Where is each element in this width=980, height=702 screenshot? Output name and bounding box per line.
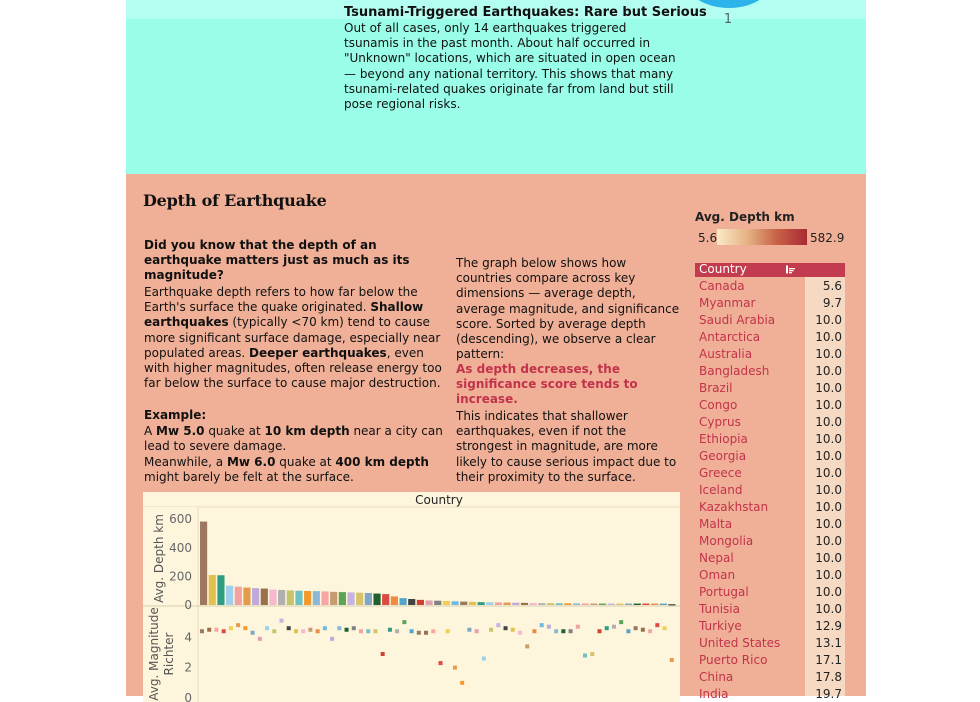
depth-bar[interactable] (452, 601, 459, 605)
depth-bar[interactable] (330, 592, 337, 605)
depth-bar[interactable] (521, 603, 528, 605)
depth-axis-tick: 200 (169, 569, 192, 584)
depth-bar[interactable] (295, 591, 302, 605)
magnitude-point[interactable] (504, 626, 508, 630)
table-row-country[interactable]: Canada (699, 279, 745, 293)
example-magnitude: Mw 5.0 (156, 424, 205, 438)
depth-bar[interactable] (582, 603, 589, 605)
depth-bar[interactable] (443, 601, 450, 605)
magnitude-point[interactable] (207, 628, 211, 632)
graph-description: The graph below shows how countries compare across key dimensions — average depth, average magnitude, and significance score. Sorted by average depth (descending), we observe a clear pattern: (456, 256, 680, 362)
magnitude-point[interactable] (453, 666, 457, 670)
magnitude-point[interactable] (345, 628, 349, 632)
country-column-header[interactable]: Country (699, 262, 747, 276)
chart-header-band (143, 492, 680, 507)
depth-bar[interactable] (365, 593, 372, 605)
depth-bar[interactable] (399, 598, 406, 605)
depth-bar[interactable] (287, 590, 294, 605)
table-row-value: 5.6 (822, 279, 842, 293)
magnitude-point[interactable] (641, 628, 645, 632)
tsunami-description: Out of all cases, only 14 earthquakes triggered tsunamis in the past month. About half occurred in "Unknown" locations, which are situated in open ocean — beyond any national territory. This shows that many tsunami-related quakes originate far from land but still pose regional risks. (344, 21, 676, 112)
deeper-earthquakes-label: Deeper earthquakes (249, 345, 387, 360)
table-row-country[interactable]: Congo (699, 398, 738, 412)
table-row-country[interactable]: Antarctica (699, 330, 761, 344)
depth-bar[interactable] (651, 604, 658, 605)
magnitude-point[interactable] (410, 629, 414, 633)
tsunami-circle-count: 1 (723, 12, 733, 27)
magnitude-axis-tick: 4 (184, 630, 192, 645)
magnitude-point[interactable] (395, 629, 399, 633)
magnitude-point[interactable] (598, 629, 602, 633)
table-row-country[interactable]: Portugal (699, 585, 749, 599)
table-row-country[interactable]: Mongolia (699, 534, 754, 548)
magnitude-point[interactable] (402, 620, 406, 624)
example-shallow (144, 424, 444, 454)
magnitude-point[interactable] (648, 629, 652, 633)
table-row-country[interactable]: Nepal (699, 551, 734, 565)
depth-bar[interactable] (504, 603, 511, 605)
table-row-country[interactable]: Ethiopia (699, 432, 748, 446)
legend-title: Avg. Depth km (695, 210, 795, 224)
magnitude-point[interactable] (467, 628, 471, 632)
legend-max: 582.9 (810, 231, 845, 245)
magnitude-point[interactable] (554, 629, 558, 633)
depth-bar[interactable] (590, 604, 597, 605)
magnitude-point[interactable] (431, 629, 435, 633)
table-row-country[interactable]: India (699, 687, 729, 701)
depth-bar[interactable] (425, 600, 432, 605)
magnitude-point[interactable] (243, 626, 247, 630)
magnitude-point[interactable] (612, 625, 616, 629)
example-text: quake at (275, 455, 336, 469)
depth-bar[interactable] (373, 594, 380, 605)
table-row-value: 10.0 (815, 602, 842, 616)
depth-bar[interactable] (660, 604, 667, 605)
magnitude-point[interactable] (460, 681, 464, 685)
magnitude-point[interactable] (439, 661, 443, 665)
table-row-value: 10.0 (815, 381, 842, 395)
table-row-value: 10.0 (815, 500, 842, 514)
depth-axis-tick: 600 (169, 512, 192, 527)
table-row-country[interactable]: Australia (699, 347, 753, 361)
chart-column-header: Country (415, 493, 463, 507)
depth-axis-tick: 0 (184, 598, 192, 612)
example-text: might barely be felt at the surface. (144, 470, 354, 485)
magnitude-point[interactable] (482, 657, 486, 661)
graph-key-insight: As depth decreases, the significance score tends to increase. (456, 362, 638, 407)
magnitude-point[interactable] (655, 623, 659, 627)
table-row-value: 13.1 (815, 636, 842, 650)
depth-bar[interactable] (668, 604, 675, 605)
depth-bar[interactable] (564, 603, 571, 605)
magnitude-point[interactable] (265, 626, 269, 630)
table-row-country[interactable]: Malta (699, 517, 733, 531)
magnitude-point[interactable] (547, 625, 551, 629)
depth-bar[interactable] (278, 590, 285, 605)
depth-bar[interactable] (573, 603, 580, 605)
magnitude-point[interactable] (280, 619, 284, 623)
depth-bar[interactable] (209, 575, 216, 605)
depth-bar[interactable] (556, 603, 563, 605)
depth-explanation-part: (typically <70 km) tend to cause more significant surface damage, especially near populated areas. (144, 315, 441, 360)
magnitude-point[interactable] (308, 628, 312, 632)
magnitude-point[interactable] (626, 629, 630, 633)
table-row-country[interactable]: Bangladesh (699, 364, 770, 378)
depth-bar[interactable] (235, 587, 242, 605)
magnitude-point[interactable] (417, 631, 421, 635)
example-text: quake at (204, 424, 265, 438)
magnitude-point[interactable] (424, 631, 428, 635)
depth-bar[interactable] (252, 588, 259, 605)
magnitude-point[interactable] (272, 629, 276, 633)
table-row-country[interactable]: Turkiye (699, 619, 742, 633)
legend-color-ramp[interactable] (717, 229, 807, 245)
depth-explanation-part: Earthquake depth refers to how far below the Earth's surface the quake originated. (144, 285, 418, 315)
depth-axis-label: Avg. Depth km (152, 514, 166, 603)
depth-explanation (144, 285, 444, 391)
depth-bar[interactable] (269, 590, 276, 605)
table-row-country[interactable]: China (699, 670, 734, 684)
table-row-country[interactable]: Georgia (699, 449, 747, 463)
table-row-value: 10.0 (815, 449, 842, 463)
depth-bar[interactable] (625, 604, 632, 605)
example-magnitude: Mw 6.0 (226, 455, 276, 469)
magnitude-point[interactable] (569, 629, 573, 633)
example-text: near a city can lead to severe damage. (144, 424, 443, 454)
magnitude-point[interactable] (511, 628, 515, 632)
depth-bar[interactable] (347, 592, 354, 605)
table-row-value: 10.0 (815, 432, 842, 446)
example-depth: 400 km depth (335, 455, 429, 469)
magnitude-point[interactable] (323, 626, 327, 630)
magnitude-point[interactable] (366, 629, 370, 633)
magnitude-point[interactable] (330, 637, 334, 641)
table-row-value: 19.7 (815, 687, 842, 701)
depth-bar[interactable] (469, 602, 476, 605)
example-deep (144, 455, 444, 485)
magnitude-point[interactable] (301, 629, 305, 633)
table-row-value: 10.0 (815, 364, 842, 378)
depth-bar[interactable] (304, 591, 311, 605)
depth-bar[interactable] (478, 602, 485, 605)
magnitude-point[interactable] (222, 629, 226, 633)
depth-bar[interactable] (391, 596, 398, 605)
magnitude-point[interactable] (634, 626, 638, 630)
table-row-value: 10.0 (815, 534, 842, 548)
depth-bar[interactable] (460, 602, 467, 605)
depth-bar[interactable] (226, 586, 233, 605)
table-row-value: 10.0 (815, 313, 842, 327)
depth-bar[interactable] (608, 604, 615, 605)
magnitude-point[interactable] (200, 629, 204, 633)
magnitude-axis-label-line2: Richter (162, 632, 176, 676)
magnitude-point[interactable] (670, 658, 674, 662)
depth-bar[interactable] (495, 602, 502, 605)
magnitude-point[interactable] (236, 623, 240, 627)
example-text: Meanwhile, a (144, 455, 227, 469)
did-you-know-heading: Did you know that the depth of an earthquake matters just as much as its magnitude? (144, 238, 410, 283)
magnitude-point[interactable] (294, 629, 298, 633)
example-depth: 10 km depth (264, 424, 350, 438)
example-heading: Example: (144, 408, 207, 422)
depth-bar[interactable] (408, 599, 415, 605)
magnitude-point[interactable] (475, 629, 479, 633)
magnitude-point[interactable] (590, 652, 594, 656)
magnitude-point[interactable] (619, 620, 623, 624)
depth-axis-tick: 400 (169, 540, 192, 555)
magnitude-point[interactable] (388, 628, 392, 632)
depth-bar[interactable] (417, 600, 424, 605)
magnitude-axis-label-line1: Avg. Magnitude (147, 607, 161, 701)
table-row-value: 10.0 (815, 551, 842, 565)
depth-bar[interactable] (261, 589, 268, 605)
magnitude-axis-tick: 0 (184, 691, 192, 702)
table-row-value: 10.0 (815, 330, 842, 344)
magnitude-point[interactable] (496, 623, 500, 627)
legend-min: 5.6 (698, 231, 718, 245)
country-comparison-chart (143, 492, 680, 702)
depth-bar[interactable] (243, 588, 250, 605)
depth-bar[interactable] (530, 603, 537, 605)
example-text: A (144, 424, 157, 438)
depth-bar[interactable] (356, 593, 363, 605)
magnitude-point[interactable] (287, 626, 291, 630)
shallow-earthquakes-label: Shallow earthquakes (144, 300, 424, 330)
magnitude-axis-tick: 2 (184, 660, 192, 675)
table-row-country[interactable]: Myanmar (699, 296, 756, 310)
table-row-country[interactable]: Tunisia (699, 602, 740, 616)
magnitude-point[interactable] (251, 631, 255, 635)
magnitude-point[interactable] (518, 631, 522, 635)
depth-bar[interactable] (382, 594, 389, 605)
magnitude-point[interactable] (489, 628, 493, 632)
magnitude-point[interactable] (381, 652, 385, 656)
table-row-country[interactable]: Puerto Rico (699, 653, 768, 667)
magnitude-point[interactable] (532, 629, 536, 633)
magnitude-point[interactable] (214, 628, 218, 632)
tsunami-title: Tsunami-Triggered Earthquakes: Rare but Serious (344, 5, 707, 20)
depth-bar[interactable] (217, 575, 224, 605)
depth-explanation-part: , even with higher magnitudes, often release energy too far below the surface to cause major destruction. (144, 345, 442, 391)
depth-bar[interactable] (321, 591, 328, 605)
table-row-value: 10.0 (815, 483, 842, 497)
table-row-country[interactable]: Greece (699, 466, 742, 480)
graph-conclusion: This indicates that shallower earthquakes, even if not the strongest in magnitude, are more likely to cause serious impact due to their proximity to the surface. (456, 409, 677, 484)
depth-bar[interactable] (616, 604, 623, 605)
magnitude-point[interactable] (561, 629, 565, 633)
table-row-value: 10.0 (815, 398, 842, 412)
depth-bar[interactable] (599, 604, 606, 605)
magnitude-point[interactable] (316, 629, 320, 633)
magnitude-point[interactable] (605, 626, 609, 630)
depth-bar[interactable] (547, 603, 554, 605)
depth-bar[interactable] (486, 602, 493, 605)
depth-bar[interactable] (512, 603, 519, 605)
depth-bar[interactable] (538, 603, 545, 605)
table-row-value: 10.0 (815, 466, 842, 480)
magnitude-point[interactable] (352, 626, 356, 630)
magnitude-point[interactable] (663, 626, 667, 630)
table-row-value: 17.1 (815, 653, 842, 667)
table-row-country[interactable]: Oman (699, 568, 736, 582)
depth-bar[interactable] (634, 604, 641, 605)
table-row-value: 10.0 (815, 347, 842, 361)
depth-bar[interactable] (313, 591, 320, 605)
table-row-value: 10.0 (815, 415, 842, 429)
table-row-country[interactable]: Saudi Arabia (699, 313, 776, 327)
table-row-value: 9.7 (822, 296, 842, 310)
depth-bar[interactable] (434, 601, 441, 605)
table-row-value: 10.0 (815, 517, 842, 531)
table-row-value: 10.0 (815, 568, 842, 582)
magnitude-point[interactable] (229, 626, 233, 630)
depth-bar[interactable] (642, 604, 649, 605)
sort-descending-icon[interactable] (786, 265, 795, 274)
table-row-country[interactable]: United States (699, 636, 781, 650)
magnitude-point[interactable] (258, 637, 262, 641)
magnitude-point[interactable] (540, 623, 544, 627)
table-row-country[interactable]: Cyprus (699, 415, 741, 429)
table-row-value: 10.0 (815, 585, 842, 599)
table-row-country[interactable]: Brazil (699, 381, 733, 395)
table-row-value: 17.8 (815, 670, 842, 684)
magnitude-point[interactable] (446, 629, 450, 633)
depth-bar[interactable] (339, 592, 346, 605)
magnitude-point[interactable] (359, 629, 363, 633)
magnitude-point[interactable] (337, 626, 341, 630)
depth-bar[interactable] (200, 522, 207, 605)
magnitude-point[interactable] (576, 625, 580, 629)
magnitude-point[interactable] (525, 644, 529, 648)
magnitude-point[interactable] (373, 629, 377, 633)
depth-title: Depth of Earthquake (143, 191, 327, 210)
table-row-value: 12.9 (815, 619, 842, 633)
magnitude-point[interactable] (583, 654, 587, 658)
table-row-country[interactable]: Kazakhstan (699, 500, 769, 514)
table-row-country[interactable]: Iceland (699, 483, 743, 497)
